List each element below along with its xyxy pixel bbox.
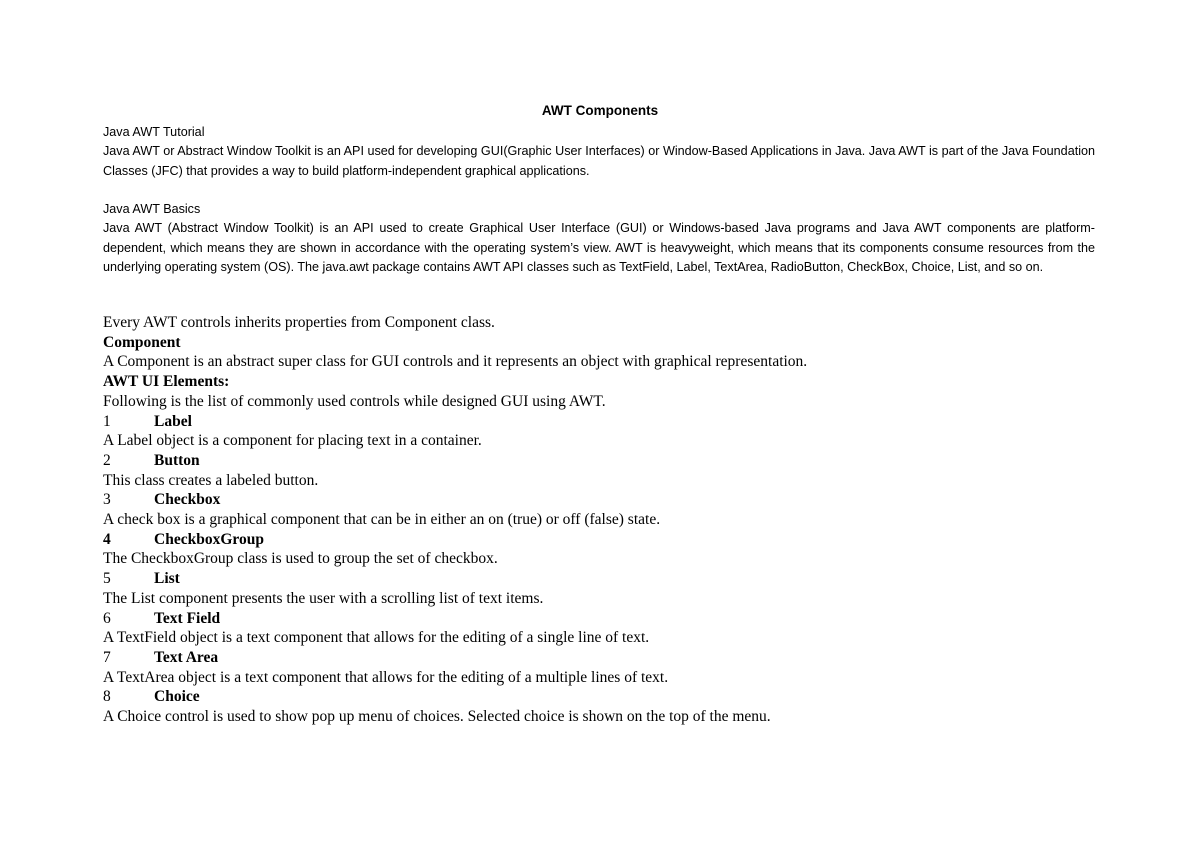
element-description: A TextField object is a text component that allows for the editing of a single line of text. xyxy=(103,629,650,647)
elements-intro: Following is the list of commonly used controls while designed GUI using AWT. xyxy=(103,392,606,410)
element-item-choice xyxy=(103,687,1003,707)
element-number: 5 xyxy=(103,570,111,588)
element-description: A check box is a graphical component that can be in either an on (true) or off (false) state. xyxy=(103,511,661,529)
element-name: Checkbox xyxy=(154,491,221,509)
elements-heading: AWT UI Elements: xyxy=(103,373,230,391)
element-item-textfield xyxy=(103,609,1003,629)
element-description: The List component presents the user with a scrolling list of text items. xyxy=(103,589,544,607)
element-number: 8 xyxy=(103,688,111,706)
component-heading: Component xyxy=(103,333,181,351)
element-item-textarea xyxy=(103,648,1003,668)
element-number: 3 xyxy=(103,491,111,509)
element-description: A TextArea object is a text component that allows for the editing of a multiple lines of text. xyxy=(103,668,669,686)
element-name: CheckboxGroup xyxy=(154,530,264,548)
element-name: Button xyxy=(154,451,200,469)
element-name: Text Field xyxy=(154,609,221,627)
component-description: A Component is an abstract super class for GUI controls and it represents an object with graphical representation. xyxy=(103,353,808,371)
element-number: 6 xyxy=(103,609,111,627)
basics-section xyxy=(103,200,1095,277)
element-item-checkbox xyxy=(103,490,1003,510)
element-item-label xyxy=(103,412,1003,432)
element-name: Text Area xyxy=(154,648,219,666)
element-description: The CheckboxGroup class is used to group the set of checkbox. xyxy=(103,550,498,568)
basics-paragraph: Java AWT (Abstract Window Toolkit) is an API used to create Graphical User Interface (GUI) or Windows-based Java programs and Java AWT components are platform-dependent, which means they are shown in accordance with the operating system’s view. AWT is heavyweight, which means that its components consume resources from the underlying operating system (OS). The java.awt package contains AWT API classes such as TextField, Label, TextArea, RadioButton, CheckBox, Choice, List, and so on. xyxy=(103,221,1095,274)
element-item-list xyxy=(103,569,1003,589)
document-title: AWT Components xyxy=(541,103,659,118)
element-item-button xyxy=(103,451,1003,471)
basics-heading: Java AWT Basics xyxy=(103,202,201,216)
intro-paragraph: Java AWT or Abstract Window Toolkit is an API used for developing GUI(Graphic User Interfaces) or Window-Based Applications in Java. Java AWT is part of the Java Foundation Classes (JFC) that provides a way to build platform-independent graphical applications. xyxy=(103,144,1095,178)
element-number: 2 xyxy=(103,451,111,469)
intro-heading: Java AWT Tutorial xyxy=(103,125,205,139)
element-number: 1 xyxy=(103,412,111,430)
element-name: Label xyxy=(154,412,192,430)
element-item-checkboxgroup xyxy=(103,530,1003,550)
element-description: A Label object is a component for placing text in a container. xyxy=(103,432,482,450)
intro-section xyxy=(103,123,1095,181)
element-name: List xyxy=(154,570,180,588)
inherit-line: Every AWT controls inherits properties from Component class. xyxy=(103,314,495,331)
element-name: Choice xyxy=(154,688,200,706)
components-section xyxy=(103,313,1003,727)
element-number: 7 xyxy=(103,648,111,666)
element-description: A Choice control is used to show pop up menu of choices. Selected choice is shown on the top of the menu. xyxy=(103,708,771,726)
element-number: 4 xyxy=(103,530,111,548)
element-description: This class creates a labeled button. xyxy=(103,471,319,489)
